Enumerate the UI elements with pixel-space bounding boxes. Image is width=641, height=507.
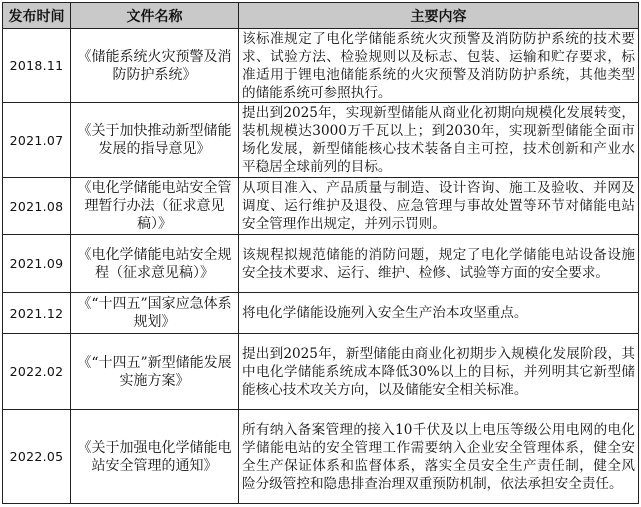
- row-date: 2021.12: [3, 293, 71, 334]
- row-content: 该规程拟规范储能的消防问题，规定了电化学储能电站设备设施安全技术要求、运行、维护、检修、试验等方面的安全要求。: [239, 235, 639, 293]
- row-content: 将电化学储能设施列入安全生产治本攻坚重点。: [239, 293, 639, 334]
- table-row: [3, 178, 639, 235]
- row-date: 2021.07: [3, 103, 71, 178]
- row-content: 该标准规定了电化学储能系统火灾预警及消防防护系统的技术要求、试验方法、检验规则以及标志、包装、运输和贮存要求，标准适用于锂电池储能系统的火灾预警及消防防护系统，其他类型的储能系统可参照执行。: [239, 29, 639, 103]
- table-header-row: [3, 3, 639, 29]
- header-date: 发布时间: [3, 3, 71, 29]
- row-name: 《电化学储能电站安全管理暂行办法（征求意见稿）》: [71, 178, 239, 235]
- row-name: 《“十四五”国家应急体系规划》: [71, 293, 239, 334]
- row-content: 从项目准入、产品质量与制造、设计咨询、施工及验收、并网及调度、运行维护及退役、应急管理与事故处置等环节对储能电站安全管理作出规定，并列示罚则。: [239, 178, 639, 235]
- row-content: 提出到2025年，新型储能由商业化初期步入规模化发展阶段，其中电化学储能系统成本降低30%以上的目标，并列明其它新型储能核心技术攻关方向，以及储能安全相关标准。: [239, 334, 639, 410]
- header-name: 文件名称: [71, 3, 239, 29]
- row-date: 2021.08: [3, 178, 71, 235]
- table-row: [3, 334, 639, 410]
- table-row: [3, 235, 639, 293]
- table-row: [3, 103, 639, 178]
- policy-table: [2, 2, 639, 504]
- row-content: 提出到2025年，实现新型储能从商业化初期向规模化发展转变，装机规模达3000万千瓦以上；到2030年，实现新型储能全面市场化发展，新型储能核心技术装备自主可控，技术创新和产业水平稳居全球前列的目标。: [239, 103, 639, 178]
- header-content: 主要内容: [239, 3, 639, 29]
- row-date: 2018.11: [3, 29, 71, 103]
- row-name: 《“十四五”新型储能发展实施方案》: [71, 334, 239, 410]
- row-name: 《关于加强电化学储能电站安全管理的通知》: [71, 410, 239, 504]
- table-row: [3, 29, 639, 103]
- row-content: 所有纳入备案管理的接入10千伏及以上电压等级公用电网的电化学储能电站的安全管理工作需要纳入企业安全管理体系，健全安全生产保证体系和监督体系，落实全员安全生产责任制，健全风险分级管控和隐患排查治理双重预防机制，依法承担安全责任。: [239, 410, 639, 504]
- row-name: 《电化学储能电站安全规程（征求意见稿）》: [71, 235, 239, 293]
- table-row: [3, 293, 639, 334]
- row-date: 2022.05: [3, 410, 71, 504]
- row-name: 《储能系统火灾预警及消防防护系统》: [71, 29, 239, 103]
- row-date: 2022.02: [3, 334, 71, 410]
- row-date: 2021.09: [3, 235, 71, 293]
- table-row: [3, 410, 639, 504]
- row-name: 《关于加快推动新型储能发展的指导意见》: [71, 103, 239, 178]
